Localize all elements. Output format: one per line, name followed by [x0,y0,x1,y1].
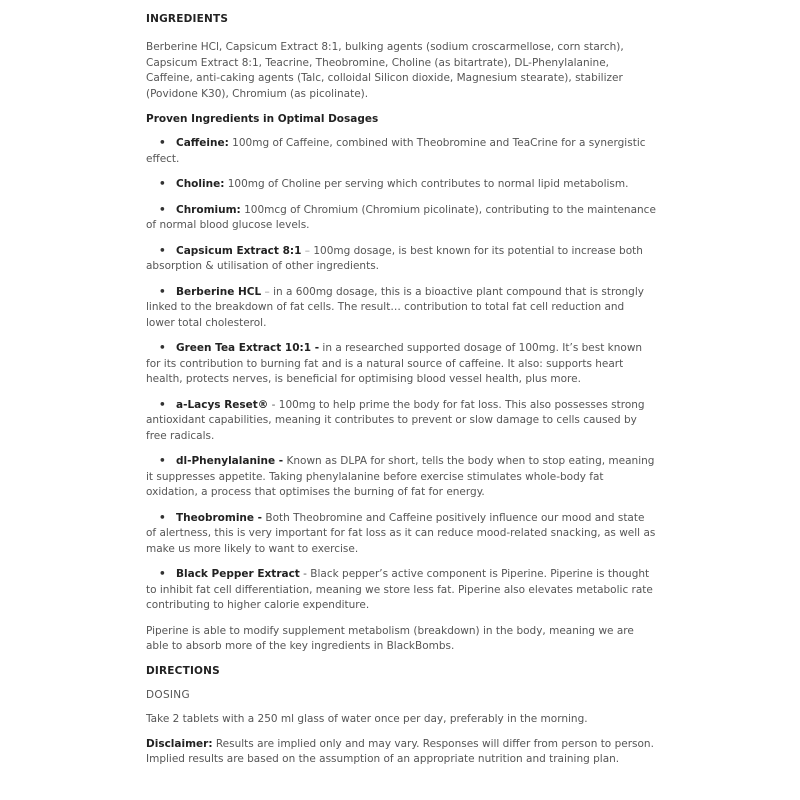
list-item [146,341,656,388]
ingredient-desc: Known as DLPA for short, tells the body when to stop eating, meaning it suppresses appetite. Taking phenylalanine before exercise stimulates whole-body fat oxidation, a process that optimises the burning of fat for energy. [146,455,655,498]
list-item [146,454,656,501]
ingredient-desc: 100mcg of Chromium (Chromium picolinate), contributing to the maintenance of normal blood glucose levels. [146,203,656,231]
ingredient-desc: - 100mg to help prime the body for fat loss. This also possesses strong antioxidant capabilities, meaning it contributes to prevent or slow damage to cells caused by free radicals. [146,398,645,442]
list-item [146,244,656,275]
ingredient-name: Black Pepper Extract [176,568,300,580]
separator-dash: – [304,244,310,257]
ingredient-name: Caffeine: [176,137,229,149]
list-item [146,285,656,332]
ingredient-desc: 100mg of Choline per serving which contributes to normal lipid metabolism. [227,178,629,190]
ingredient-desc: in a researched supported dosage of 100mg. It’s best known for its contribution to burning fat and is a natural source of caffeine. It also: supports heart health, protects nerves, is beneficial for optimising blood vessel health, plus more. [146,342,643,385]
disclaimer-label: Disclaimer: [146,737,213,750]
piperine-text: Piperine is able to modify supplement metabolism (breakdown) in the body, meaning we are able to absorb more of the key ingredients in BlackBombs. [146,624,634,652]
ingredient-name: Choline: [176,178,225,190]
ingredient-name: a-Lacys Reset® [176,398,269,411]
bullet-icon: • [159,568,166,580]
bullet-icon: • [159,203,166,216]
ingredient-name: Green Tea Extract 10:1 - [176,342,320,354]
proven-heading: Proven Ingredients in Optimal Dosages [146,113,379,125]
directions-heading: DIRECTIONS [146,664,220,677]
ingredient-desc: - Black pepper’s active component is Piperine. Piperine is thought to inhibit fat cell differentiation, meaning we store less fat. Piperine also elevates metabolic rate contributing to higher calorie expenditure. [146,568,653,611]
product-description [146,12,656,768]
bullet-icon: • [159,244,166,257]
ingredients-heading: INGREDIENTS [146,13,229,25]
ingredient-name: Berberine HCL [176,285,262,298]
ingredient-name: Theobromine - [176,511,263,524]
list-item [146,398,656,445]
ingredient-name: Capsicum Extract 8:1 [176,244,302,257]
list-item [146,567,656,614]
disclaimer-text: Results are implied only and may vary. Responses will differ from person to person. Implied results are based on the assumption of an appropriate nutrition and training plan. [146,737,654,765]
bullet-icon: • [159,511,166,524]
ingredient-name: Chromium: [176,203,241,216]
ingredient-name: dl-Phenylalanine - [176,455,284,467]
ingredients-text: Berberine HCl, Capsicum Extract 8:1, bulking agents (sodium croscarmellose, corn starch), Capsicum Extract 8:1, Teacrine, Theobromine, Choline (as bitartrate), DL-Phenylalanine, Caffeine, anti-caking agents (Talc, colloidal Silicon dioxide, Magnesium stearate), stabilizer (Povidone K30), Chromium (as picolinate). [146,41,624,100]
bullet-icon: • [159,342,166,354]
list-item [146,177,656,193]
bullet-icon: • [159,137,166,149]
ingredient-desc: in a 600mg dosage, this is a bioactive plant compound that is strongly linked to the breakdown of fat cells. The result… contribution to total fat cell reduction and lower total cholesterol. [146,285,644,329]
bullet-icon: • [159,285,166,298]
bullet-icon: • [159,455,166,467]
ingredient-desc: Both Theobromine and Caffeine positively influence our mood and state of alertness, this is very important for fat loss as it can reduce mood-related snacking, as well as make us more likely to want to exercise. [146,511,656,555]
disclaimer [146,737,656,768]
dosing-text: Take 2 tablets with a 250 ml glass of water once per day, preferably in the morning. [146,713,588,725]
list-item [146,511,656,558]
bullet-icon: • [159,178,166,190]
proven-ingredient-list [146,136,656,614]
ingredient-desc: 100mg of Caffeine, combined with Theobromine and TeaCrine for a synergistic effect. [146,137,646,165]
dosing-label: DOSING [146,688,190,701]
separator-dash: – [264,285,270,298]
list-item [146,203,656,234]
list-item [146,136,656,167]
ingredient-desc: 100mg dosage, is best known for its potential to increase both absorption & utilisation of other ingredients. [146,244,643,272]
bullet-icon: • [159,398,166,411]
